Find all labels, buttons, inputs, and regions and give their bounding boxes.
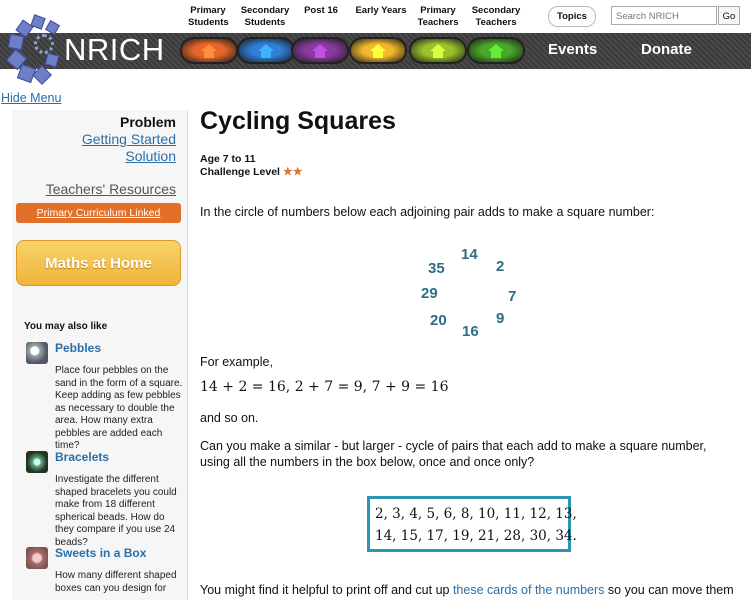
- donate-link[interactable]: Donate: [641, 41, 692, 58]
- circle-number: 9: [496, 310, 505, 327]
- circle-number: 2: [496, 258, 505, 275]
- challenge-label: Challenge Level: [200, 166, 280, 178]
- nav-label: Secondary: [471, 5, 521, 16]
- circle-number: 20: [430, 312, 447, 329]
- bottom-text: so you can move them: [604, 583, 734, 597]
- nav-label: Secondary: [240, 5, 290, 16]
- nav-early-years[interactable]: [352, 5, 410, 17]
- nav-post-16[interactable]: [301, 5, 341, 17]
- home-icon: [371, 44, 385, 57]
- pebbles-thumbnail-icon[interactable]: [26, 342, 48, 364]
- pebbles-description: Place four pebbles on the sand in the form of a square. Keep adding as few pebbles as necessary to double the area. How many extra pebbles are added each time?: [55, 365, 183, 451]
- circle-number: 14: [461, 246, 478, 263]
- nav-secondary-teachers[interactable]: [470, 5, 522, 29]
- topics-button[interactable]: Topics: [548, 6, 596, 27]
- circle-number: 7: [508, 288, 517, 305]
- teachers-resources-link[interactable]: Teachers' Resources: [45, 181, 176, 197]
- example-equation: 14 + 2 = 16, 2 + 7 = 9, 7 + 9 = 16: [200, 379, 449, 395]
- nav-label: Early Years: [355, 5, 407, 16]
- bracelets-description: Investigate the different shaped bracelets you could make from 18 different spherical beads. How do they compare if you use 24 beads?: [55, 474, 177, 548]
- home-pill-button[interactable]: [237, 37, 295, 64]
- numbers-box-line1: 2, 3, 4, 5, 6, 8, 10, 11, 12, 13,: [375, 506, 577, 522]
- nav-primary-students[interactable]: [188, 5, 228, 29]
- getting-started-link[interactable]: Getting Started: [81, 131, 176, 147]
- for-example-text: For example,: [200, 355, 273, 369]
- nav-label: Teachers: [475, 17, 517, 28]
- bottom-text: You might find it helpful to print off and cut up: [200, 583, 453, 597]
- bottom-paragraph: [200, 582, 734, 599]
- pebbles-link[interactable]: Pebbles: [55, 341, 102, 355]
- circle-number: 35: [428, 260, 445, 277]
- star-icon: ★★: [282, 166, 303, 178]
- bracelets-thumbnail-icon[interactable]: [26, 451, 48, 473]
- question-text-line2: using all the numbers in the box below, once and once only?: [200, 455, 535, 469]
- home-pill-button[interactable]: [180, 37, 238, 64]
- home-icon: [313, 44, 327, 57]
- nav-label: Students: [188, 17, 229, 28]
- search-go-button[interactable]: Go: [718, 6, 740, 25]
- nav-label: Teachers: [417, 17, 459, 28]
- and-so-on-text: and so on.: [200, 411, 259, 425]
- sweets-thumbnail-icon[interactable]: [26, 547, 48, 569]
- home-icon: [259, 44, 273, 57]
- home-pill-button[interactable]: [467, 37, 525, 64]
- sweets-in-a-box-link[interactable]: Sweets in a Box: [55, 546, 147, 560]
- age-range: Age 7 to 11: [200, 153, 256, 165]
- maths-at-home-button[interactable]: Maths at Home: [16, 240, 181, 286]
- hide-menu-link[interactable]: Hide Menu: [1, 91, 62, 105]
- logo-text: NRICH: [64, 32, 165, 67]
- home-icon: [431, 44, 445, 57]
- home-icon: [489, 44, 503, 57]
- search-input[interactable]: Search NRICH: [611, 6, 717, 25]
- challenge-level: [200, 165, 303, 178]
- main-nav-bar: [0, 33, 751, 69]
- nav-label: Post 16: [304, 5, 338, 16]
- nrich-logo-icon[interactable]: [0, 0, 64, 90]
- sidebar-heading: Problem: [119, 114, 176, 130]
- home-icon: [202, 44, 216, 57]
- home-pill-button[interactable]: [349, 37, 407, 64]
- nav-label: Primary: [420, 5, 456, 16]
- events-link[interactable]: Events: [548, 41, 598, 58]
- sidebar: [12, 110, 188, 600]
- number-cards-link[interactable]: these cards of the numbers: [452, 583, 605, 597]
- intro-text: In the circle of numbers below each adjoining pair adds to make a square number:: [200, 205, 655, 219]
- nav-label: Primary: [190, 5, 226, 16]
- circle-number: 16: [462, 323, 479, 340]
- nav-primary-teachers[interactable]: [417, 5, 459, 29]
- bracelets-link[interactable]: Bracelets: [55, 450, 110, 464]
- numbers-box-line2: 14, 15, 17, 19, 21, 28, 30, 34.: [375, 528, 577, 544]
- nav-label: Students: [244, 17, 286, 28]
- top-navigation: [0, 0, 751, 33]
- numbers-box: [367, 496, 577, 552]
- also-like-heading: You may also like: [24, 321, 108, 332]
- sweets-description: How many different shaped boxes can you design for: [55, 570, 177, 594]
- home-pill-button[interactable]: [409, 37, 467, 64]
- circle-number: 29: [421, 285, 438, 302]
- page-title: Cycling Squares: [200, 107, 396, 135]
- solution-link[interactable]: Solution: [125, 148, 176, 164]
- nav-secondary-students[interactable]: [239, 5, 291, 29]
- home-pill-button[interactable]: [291, 37, 349, 64]
- primary-curriculum-button[interactable]: Primary Curriculum Linked: [16, 203, 181, 223]
- question-text-line1: Can you make a similar - but larger - cycle of pairs that each add to make a square number,: [200, 439, 707, 453]
